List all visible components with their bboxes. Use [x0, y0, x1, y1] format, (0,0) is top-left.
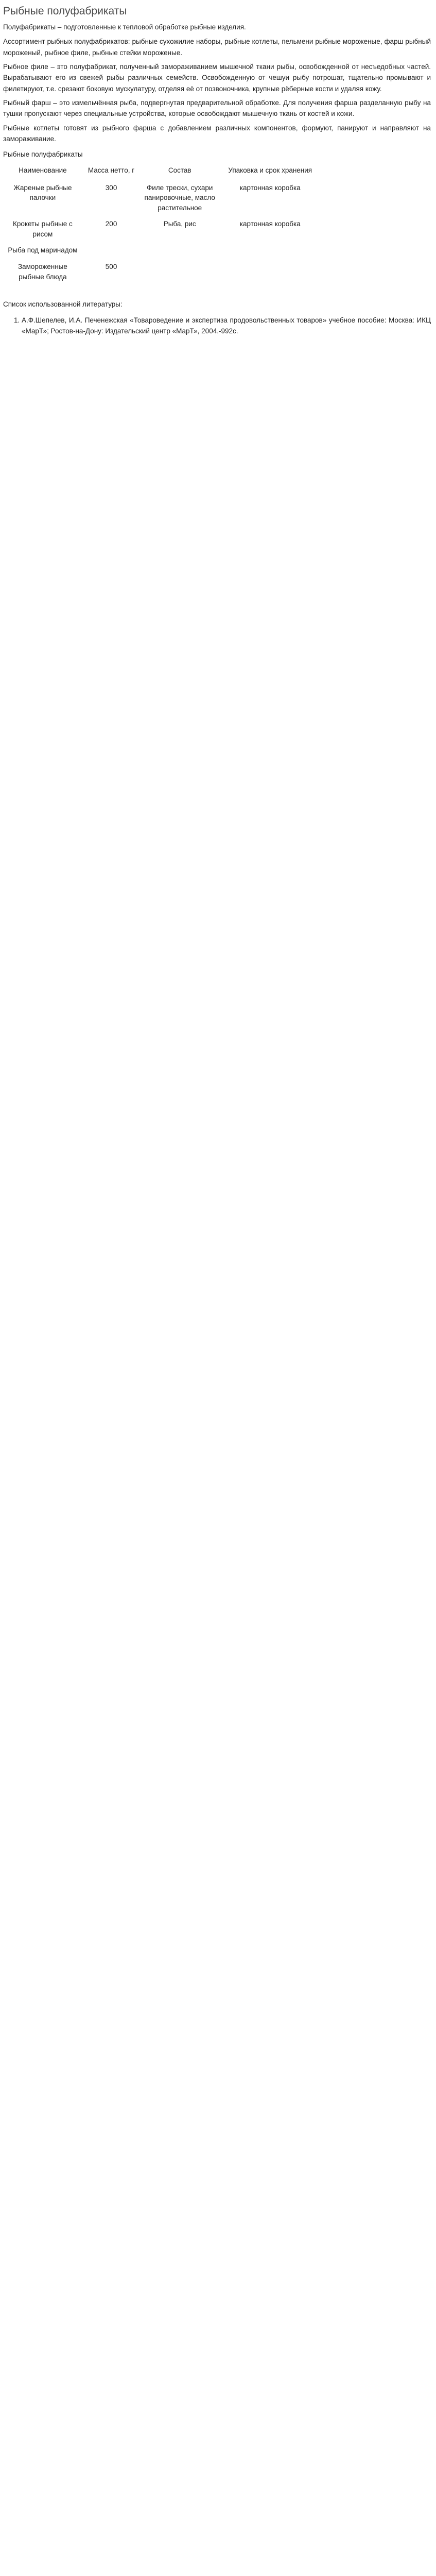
table-cell [321, 218, 420, 244]
table-cell [321, 182, 420, 218]
article-paragraph: Рыбный фарш – это измельчённая рыба, подвергнутая предварительной обработке. Для получения фарша разделанную рыбу на тушки пропускают через специальные устройства, которые освобождают мышечную ткань от костей и кожи. [3, 98, 431, 118]
table-row [3, 182, 420, 218]
table-header-cell [321, 164, 420, 182]
table-cell: Рыба под маринадом [8, 246, 78, 255]
table-cell: Крокеты рыбные с рисом [13, 220, 73, 238]
table-cell [219, 244, 321, 261]
table-cell: Филе трески, сухари панировочные, масло растительное [144, 183, 215, 212]
table-cell: картонная коробка [239, 220, 301, 228]
table-cell: Жареные рыбные палочки [13, 183, 72, 202]
table-cell: картонная коробка [239, 183, 301, 192]
table-cell [321, 261, 420, 287]
table-header-row [3, 164, 420, 182]
table-cell: 500 [105, 263, 117, 271]
table-cell [140, 244, 219, 261]
article-paragraph: Рыбные котлеты готовят из рыбного фарша с добавлением различных компонентов, формуют, панируют и направляют на замораживание. [3, 124, 431, 143]
table-cell [219, 261, 321, 287]
table-cell: Рыба, рис [163, 220, 196, 228]
reference-item: 1. А.Ф.Шепелев, И.А. Печенежская «Товароведение и экспертиза продовольственных товаров» учебное пособие: Москва: ИКЦ «МарТ»; Ростов-на-Дону: Издательский центр «МарТ», 2004.-992с. [22, 315, 431, 337]
table-cell: 200 [105, 220, 117, 228]
intro-text: Полуфабрикаты – подготовленные к тепловой обработке рыбные изделия. [3, 23, 246, 31]
table-header-cell: Наименование [19, 166, 67, 175]
references-title: Список использованной литературы: [3, 300, 123, 309]
table-row [3, 244, 420, 261]
table-cell [82, 244, 141, 261]
table-header-cell: Масса нетто, г [88, 166, 135, 175]
table-cell: 300 [105, 183, 117, 192]
storage-table [3, 164, 420, 287]
table-cell: Замороженные рыбные блюда [18, 263, 67, 281]
table-cell [140, 261, 219, 287]
table-header-cell: Упаковка и срок хранения [228, 166, 312, 175]
references-list [3, 315, 431, 337]
table-row [3, 218, 420, 244]
table-row [3, 261, 420, 287]
article-paragraph: Ассортимент рыбных полуфабрикатов: рыбные сухожилие наборы, рыбные котлеты, пельмени рыбные мороженые, фарш рыбный мороженый, рыбное филе, рыбные стейки мороженые. [3, 38, 431, 57]
table-body [3, 182, 420, 287]
article-paragraph: Рыбное филе – это полуфабрикат, полученный замораживанием мышечной ткани рыбы, освобожденной от несъедобных частей. Вырабатывают его из свежей рыбы различных семейств. Освобожденную от чешуи рыбу потрошат, тщательно промывают и филетируют, т.е. срезают боковую мускулатуру, отделяя её от позвоночника, крупные рёберные кости и удаляя кожу. [3, 62, 431, 93]
table-title: Рыбные полуфабрикаты [3, 150, 83, 159]
article-body [3, 36, 431, 144]
table-cell [321, 244, 420, 261]
page-title: Рыбные полуфабрикаты [3, 5, 127, 17]
table-header-cell: Состав [168, 166, 191, 175]
